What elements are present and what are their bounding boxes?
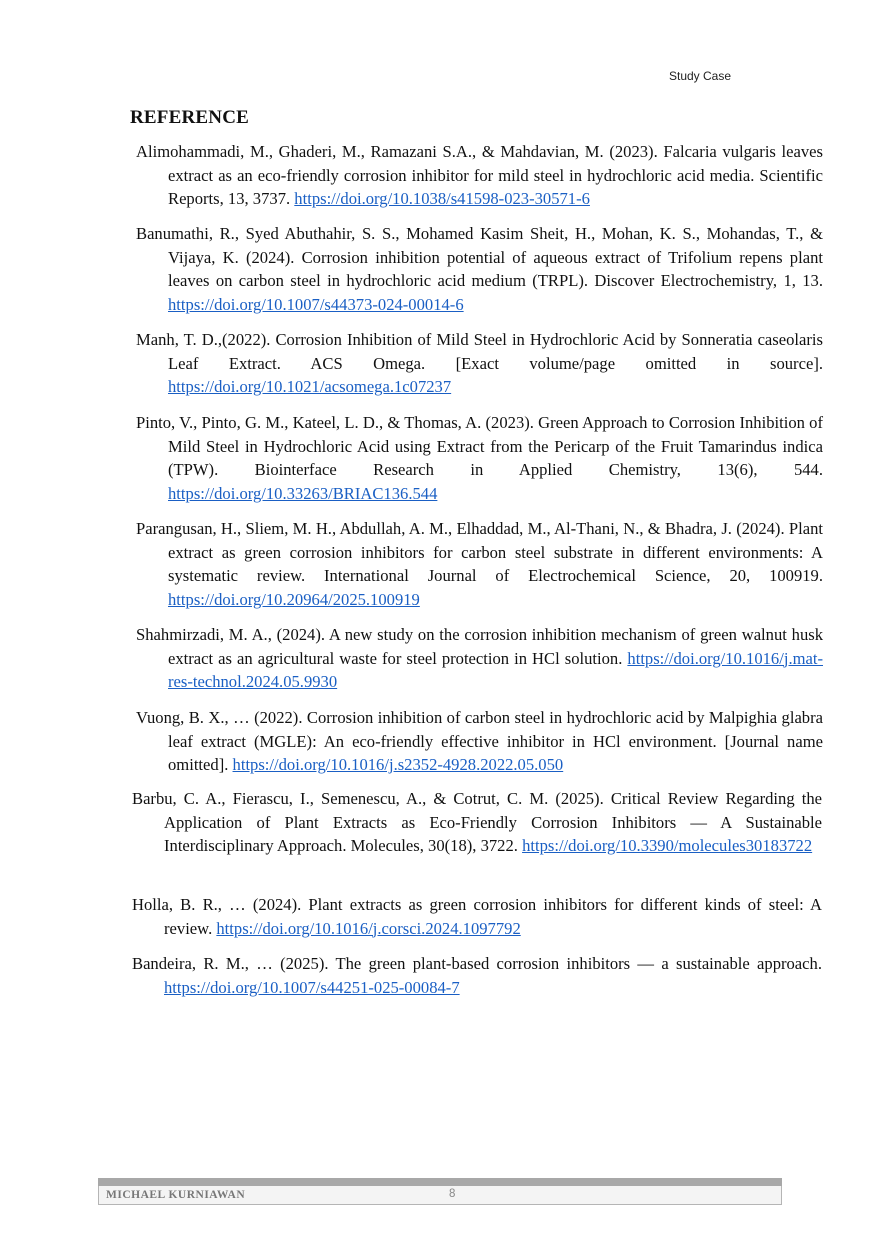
doi-link[interactable]: https://doi.org/10.1016/j.s2352-4928.2022.05.050 (232, 755, 564, 775)
reference-item (136, 411, 823, 505)
doi-link[interactable]: https://doi.org/10.1021/acsomega.1c07237 (168, 377, 452, 397)
reference-text: Shahmirzadi, M. A., (2024). A new study on the corrosion inhibition mechanism of green walnut husk extract as an agricultural waste for steel protection in HCl solution. (136, 625, 823, 668)
header-label: Study Case (669, 69, 732, 83)
reference-text: Parangusan, H., Sliem, M. H., Abdullah, A. M., Elhaddad, M., Al-Thani, N., & Bhadra, J. (2024). Plant extract as green corrosion inhibitors for carbon steel substrate in different environments: A systematic review. International Journal of Electrochemical Science, 20, 100919. (136, 519, 823, 586)
reference-item (136, 706, 823, 777)
footer-page-number: 8 (449, 1188, 456, 1200)
reference-item (136, 517, 823, 611)
doi-link[interactable]: https://doi.org/10.3390/molecules30183722 (522, 836, 813, 856)
reference-item (132, 787, 822, 858)
reference-text: Vuong, B. X., … (2022). Corrosion inhibition of carbon steel in hydrochloric acid by Malpighia glabra leaf extract (MGLE): An eco-friendly effective inhibitor in HCl environment. [Journal name omitted]. (136, 708, 823, 775)
doi-link[interactable]: https://doi.org/10.1007/s44373-024-00014-6 (168, 294, 464, 314)
doi-link[interactable]: https://doi.org/10.1038/s41598-023-30571-6 (294, 189, 590, 209)
reference-text: Banumathi, R., Syed Abuthahir, S. S., Mohamed Kasim Sheit, H., Mohan, K. S., Mohandas, T., & Vijaya, K. (2024). Corrosion inhibition potential of aqueous extract of Trifolium repens plant leaves on carbon steel in hydrochloric acid medium (TRPL). Discover Electrochemistry, 1, 13. (136, 224, 823, 291)
reference-text: Alimohammadi, M., Ghaderi, M., Ramazani S.A., & Mahdavian, M. (2023). Falcaria vulgaris leaves extract as an eco-friendly corrosion inhibitor for mild steel in hydrochloric acid media. Scientific Reports, 13, 3737. (136, 142, 823, 209)
doi-link[interactable]: https://doi.org/10.33263/BRIAC136.544 (168, 483, 438, 503)
reference-item (136, 140, 823, 211)
reference-item (132, 952, 822, 999)
doi-link[interactable]: https://doi.org/10.1016/j.mat-res-technol.2024.05.9930 (168, 648, 823, 692)
reference-item (132, 893, 822, 940)
footer-author-name: MICHAEL KURNIAWAN (106, 1189, 246, 1201)
reference-text: Pinto, V., Pinto, G. M., Kateel, L. D., & Thomas, A. (2023). Green Approach to Corrosion Inhibition of Mild Steel in Hydrochloric Acid using Extract from the Pericarp of the Fruit Tamarindus indica (TPW). Biointerface Research in Applied Chemistry, 13(6), 544. (136, 413, 823, 480)
reference-text: Holla, B. R., … (2024). Plant extracts as green corrosion inhibitors for different kinds of steel: A review. (132, 895, 822, 938)
reference-item (136, 623, 823, 694)
doi-link[interactable]: https://doi.org/10.1016/j.corsci.2024.1097792 (216, 918, 521, 938)
section-title: REFERENCE (130, 107, 249, 128)
reference-text: Barbu, C. A., Fierascu, I., Semenescu, A., & Cotrut, C. M. (2025). Critical Review Regarding the Application of Plant Extracts as Eco-Friendly Corrosion Inhibitors — A Sustainable Interdisciplinary Approach. Molecules, 30(18), 3722. (132, 789, 822, 856)
doi-link[interactable]: https://doi.org/10.20964/2025.100919 (168, 589, 420, 609)
reference-item (136, 222, 823, 316)
footer-bar (98, 1178, 782, 1186)
doi-link[interactable]: https://doi.org/10.1007/s44251-025-00084-7 (164, 977, 460, 997)
reference-item (136, 328, 823, 399)
reference-text: Manh, T. D.,(2022). Corrosion Inhibition of Mild Steel in Hydrochloric Acid by Sonneratia caseolaris Leaf Extract. ACS Omega. [Exact volume/page omitted in source]. (136, 330, 823, 373)
reference-text: Bandeira, R. M., … (2025). The green plant-based corrosion inhibitors — a sustainable approach. (132, 954, 822, 973)
